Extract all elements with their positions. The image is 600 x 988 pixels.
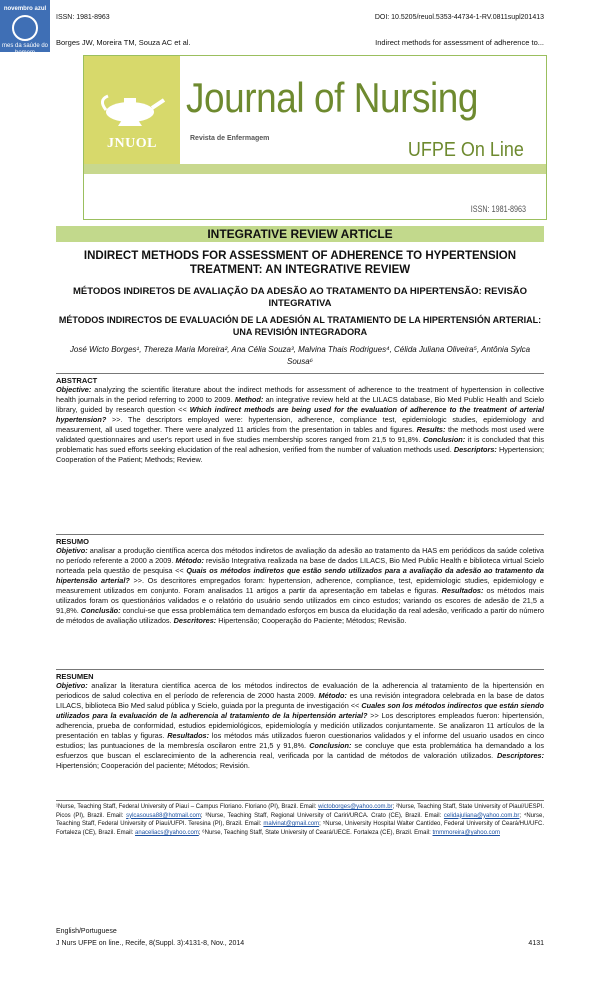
journal-publisher: UFPE On Line [407, 139, 524, 161]
resumo-section [56, 534, 544, 669]
lamp-icon [96, 78, 166, 130]
footer-language: English/Portuguese [56, 928, 117, 935]
corner-campaign-logo [0, 0, 50, 56]
journal-logo [84, 56, 180, 164]
running-authors: Borges JW, Moreira TM, Souza AC et al. [56, 38, 191, 47]
resumo-heading: RESUMO [56, 537, 89, 546]
journal-banner [83, 55, 547, 220]
email-link[interactable]: malvinat@gmail.com [263, 821, 320, 828]
email-link[interactable]: anaceliacs@yahoo.com [135, 829, 199, 836]
banner-divider [84, 164, 546, 174]
email-link[interactable]: tmmmoreira@yahoo.com [432, 829, 500, 836]
header-issn: ISSN: 1981-8963 [56, 14, 110, 21]
article-title-spanish: MÉTODOS INDIRECTOS DE EVALUACIÓN DE LA ADESIÓN AL TRATAMIENTO DE LA HIPERTENSIÓN ARTERIAL: UNA REVISIÓN INTEGRADORA [58, 315, 542, 337]
resumen-section [56, 669, 544, 800]
corner-logo-line1: novembro azul [3, 6, 47, 12]
resumen-text: Objetivo: analizar la literatura científica acerca de los métodos indirectos de evaluación de la adherencia al tratamiento de la hipertensión en periodicos de salud colectiva en el período de referencia de 2000 hasta 2009. Método: es una revisión integradora celebrada en la base de datos LILACS, biblioteca Bio Med salud pública y Scielo, guiada por la pregunta de investigación << Cuales son los métodos indirectos que están siendo utilizados para la evaluación de la adherencia al tratamiento de la hipertensión arterial? >> Los descriptores empleados fueron: hipertensión, adherencia, prueba de conformidad, estudios epidemiológicos, epidemiología y medición utilizados conjuntamente. Se analizaron 11 artículos de la presentación en tablas y figuras. Resultados: los métodos más utilizados fueron cuestionarios validados y el informe del usuario usados en cinco estudios; las puntuaciones de la membresía oscilaron entre 21,5 y 91,8%. Conclusion: se concluye que esta problemática ha demandado a los esfuerzos que buscan el esclarecimiento de la adherencia real, verificada por la cantidad de métodos de valoración utilizados. Descriptores: Hipertensión; Cooperación del paciente; Métodos; Revisión. [56, 681, 545, 770]
abstract-text: Objective: analyzing the scientific literature about the indirect methods for assessment of adherence to the treatment of hypertension in collective health journals in the period referring to 2000 to 2009. Method: an integrative review held at the LILACS database, Bio Med Public Health and Scielo library, guided by research question << Which indirect methods are being used for the evaluation of adherence to the treatment of arterial hypertension? >>. The descriptors employed were: hypertension, adherence, compliance test, epidemiologic studies, epidemiology and measurement, all used together. There were analyzed 11 articles from the presentation in tables and figures. Results: the methods most used were validated questionnaires and user's report used in five studies membership scores ranged from 21,5 to 91,8%. Conclusion: it is concluded that this problematic has sued efforts seeking elucidation of the real adhesion, verified from the number of valuation methods used. Descriptors: Hypertension; Cooperation of the Patient; Methods; Review. [56, 385, 545, 464]
corner-logo-symbol [12, 15, 38, 41]
abstract-section [56, 373, 544, 534]
resumo-text: Objetivo: analisar a produção científica acerca dos métodos indiretos de avaliação da adesão ao tratamento da HAS em periódicos da saúde coletiva no período referente a 2000 a 2009. Método: revisão Integrativa realizada na base de dados LILACS, Bio Med Public Health e biblioteca virtual Scielo norteada pela questão de pesquisa << Quais os métodos indiretos que estão sendo utilizados para a avaliação da adesão ao tratamento da hipertensão arterial? >>. Os descritores empregados foram: hypertension, adherence, compliance, test, epidemiologic studies, epidemiology e measurement utilizados em conjunto. Foram analisados 11 artigos a partir da apresentação em tabelas e figuras. Resultados: os métodos mais utilizados foram os questionários validados e o relatório do usuário sendo utilizados em cinco estudos; variando os escores de adesão de 21,5 a 91,8%. Conclusão: conclui-se que essa problemática tem demandado esforços em busca da elucidação da real adesão, verificado a partir do número de métodos de avaliação utilizados. Descritores: Hipertensão; Cooperação do Paciente; Métodos; Revisão. [56, 546, 544, 625]
corner-logo-line2: mes da saúde do homem [1, 42, 49, 56]
email-link[interactable]: celidajuliana@yahoo.com.br [443, 812, 520, 819]
banner-issn: ISSN: 1981-8963 [470, 204, 526, 214]
journal-logo-text: JNUOL [107, 136, 157, 151]
running-title: Indirect methods for assessment of adherence to... [375, 38, 544, 47]
resumen-heading: RESUMEN [56, 672, 94, 681]
article-type-label: INTEGRATIVE REVIEW ARTICLE [56, 226, 544, 242]
author-affiliations: ¹Nurse, Teaching Staff, Federal University of Piauí – Campus Floriano. Floriano (PI), Brazil. Email: wictoborges@yahoo.com.br; ²Nurse, Teaching Staff, State University of Piauí/UESPI. Picos (PI), Brazil. Email: sylcasousa88@hotmail.com; ³Nurse, Teaching Staff, Regional University of Cariri/URCA. Crato (CE), Brazil. Email: celidajuliana@yahoo.com.br; ⁴Nurse, Teaching Staff, Federal University of Piauí/UFPI. Teresina (PI), Brazil. Email: malvinat@gmail.com; ⁵Nurse, University Hospital Walter Cantídeo, Federal University of Ceará/HU/UFC. Fortaleza (CE), Brazil. Email: anaceliacs@yahoo.com; ⁶Nurse, Teaching Staff, State University of Ceará/UECE. Fortaleza (CE), Brazil. Email: tmmmoreira@yahoo.com [56, 800, 544, 837]
abstract-heading: ABSTRACT [56, 376, 98, 385]
article-title-english: INDIRECT METHODS FOR ASSESSMENT OF ADHERENCE TO HYPERTENSION TREATMENT: AN INTEGRATIVE REVIEW [83, 250, 517, 276]
email-link[interactable]: wictoborges@yahoo.com.br [318, 804, 393, 810]
article-title-portuguese: MÉTODOS INDIRETOS DE AVALIAÇÃO DA ADESÃO AO TRATAMENTO DA HIPERTENSÃO: REVISÃO INTEGRATIVA [72, 286, 528, 309]
header-doi: DOI: 10.5205/reuol.5353-44734-1-RV.0811supl201413 [374, 14, 544, 21]
journal-subtitle: Revista de Enfermagem [190, 135, 270, 142]
journal-title: Journal of Nursing [186, 74, 479, 121]
footer-citation: J Nurs UFPE on line., Recife, 8(Suppl. 3):4131-8, Nov., 2014 [56, 940, 245, 947]
author-list: José Wicto Borges¹, Thereza Maria Moreira², Ana Célia Souza³, Malvina Thais Rodrigues⁴, Célida Juliana Oliveira⁵, Antônia Sylca Sousa⁶ [69, 345, 531, 366]
email-link[interactable]: sylcasousa88@hotmail.com [126, 812, 201, 819]
page-number: 4131 [528, 940, 544, 947]
